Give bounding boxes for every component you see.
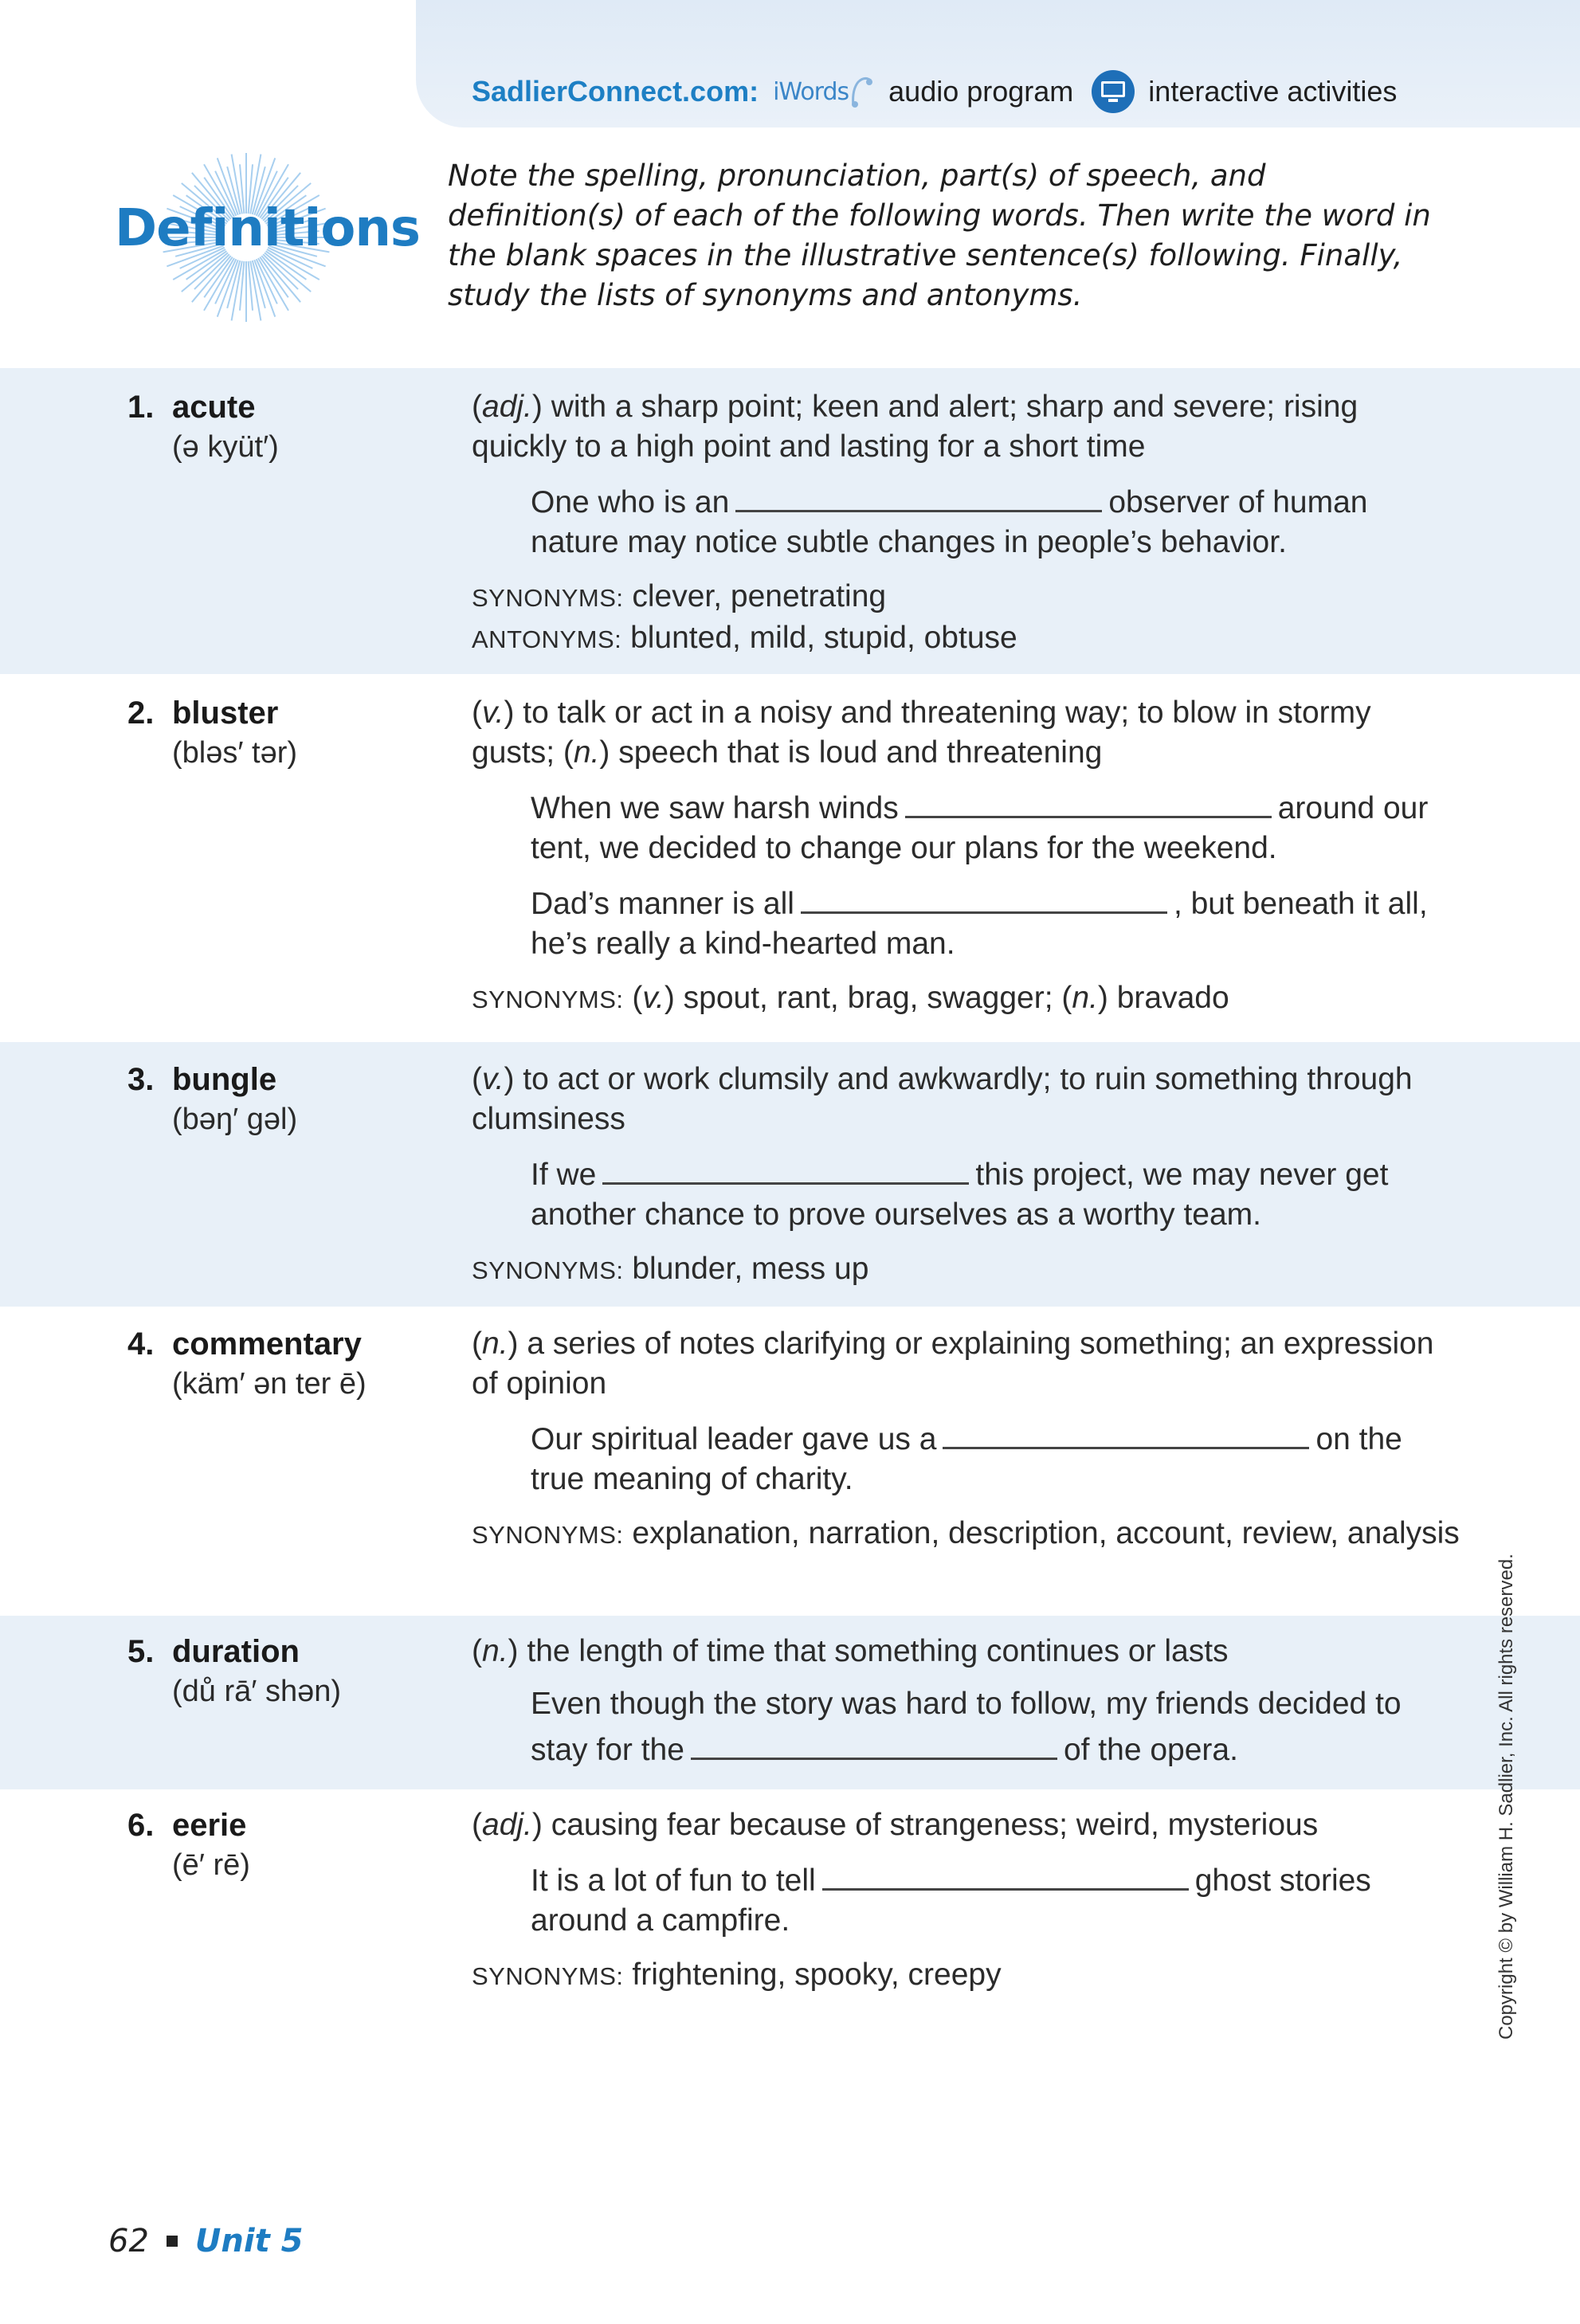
- illustrative-sentence: [531, 1861, 1460, 1941]
- definitions-burst: [115, 150, 420, 325]
- entry-number: 3.: [127, 1062, 155, 1097]
- sentence-end: , but beneath it all, he’s really a kind-hearted man.: [531, 887, 1428, 961]
- part-of-speech: adj.: [482, 390, 532, 424]
- entry-word: [127, 387, 279, 427]
- definition-text: causing fear because of strangeness; weird, mysterious: [542, 1808, 1319, 1842]
- part-of-speech: n.: [573, 735, 600, 770]
- entry-head: [127, 1060, 297, 1139]
- sentence-end: on the true meaning of charity.: [531, 1422, 1402, 1496]
- entry-number: 6.: [127, 1808, 155, 1843]
- header-links: [472, 70, 1397, 113]
- antonyms-text: blunted, mild, stupid, obtuse: [621, 621, 1017, 655]
- audio-program-label[interactable]: audio program: [888, 75, 1074, 108]
- illustrative-sentence: [531, 1420, 1460, 1499]
- page-number: 62: [108, 2223, 149, 2259]
- site-link[interactable]: SadlierConnect.com:: [472, 75, 759, 108]
- synonyms-text: frightening, spooky, creepy: [623, 1958, 1002, 1992]
- definition-text: ) speech that is loud and threatening: [599, 735, 1103, 770]
- entry-word-text: duration: [172, 1634, 300, 1669]
- entry-word: [127, 1324, 367, 1364]
- part-of-speech: n.: [482, 1634, 508, 1668]
- entry-word-text: acute: [172, 390, 256, 425]
- illustrative-sentence: [531, 789, 1460, 868]
- sentence-start: If we: [531, 1158, 597, 1192]
- entry-head: [127, 1805, 250, 1885]
- sentence-end: of the opera.: [1063, 1733, 1238, 1767]
- synonyms-label: SYNONYMS:: [472, 1256, 624, 1284]
- entry-number: 5.: [127, 1634, 155, 1669]
- entry-pronunciation: (bəŋ′ gəl): [172, 1103, 298, 1136]
- blank-line[interactable]: [801, 890, 1167, 914]
- illustrative-sentence: [531, 1681, 1460, 1773]
- unit-label: Unit 5: [194, 2223, 304, 2259]
- synonyms: [472, 1514, 1460, 1555]
- definition-text: a series of notes clarifying or explaining something; an expression of opinion: [472, 1327, 1434, 1401]
- entry-body: [472, 693, 1460, 1020]
- part-of-speech: v.: [482, 1062, 504, 1096]
- entry-word: [127, 1805, 250, 1845]
- page-footer: [108, 2223, 303, 2259]
- entry-number: 4.: [127, 1327, 155, 1362]
- definition-text: to talk or act in a noisy and threatening way; to blow in stormy gusts; (: [472, 696, 1371, 770]
- illustrative-sentence: [531, 1155, 1460, 1235]
- monitor-icon[interactable]: [1091, 69, 1135, 114]
- iwords-logo[interactable]: [773, 74, 872, 109]
- definition: (adj.) causing fear because of strangeness; weird, mysterious: [472, 1808, 1319, 1842]
- entry-pronunciation: (dů rā′ shən): [172, 1675, 342, 1708]
- part-of-speech: n.: [482, 1327, 508, 1361]
- entry-acute: [0, 368, 1580, 674]
- blank-line[interactable]: [602, 1161, 969, 1185]
- section-title: Definitions: [115, 199, 420, 258]
- instructions: Note the spelling, pronunciation, part(s) of speech, and definition(s) of each of the following words. Then write the word in the blank spaces in the illustrative sentence(s) following. Finally, study the lists of synonyms and antonyms.: [448, 159, 1431, 312]
- synonyms: [472, 577, 1460, 618]
- antonyms-label: ANTONYMS:: [472, 625, 622, 653]
- blank-line[interactable]: [943, 1425, 1309, 1449]
- blank-line[interactable]: [735, 488, 1102, 512]
- synonyms-text: explanation, narration, description, account, review, analysis: [623, 1516, 1460, 1550]
- entry-word: [127, 693, 297, 733]
- sentence-start: It is a lot of fun to tell: [531, 1864, 816, 1898]
- synonyms: [472, 1955, 1460, 1997]
- synonyms-label: SYNONYMS:: [472, 1521, 624, 1549]
- synonyms: [472, 978, 1460, 1020]
- entry-head: [127, 693, 297, 773]
- sentence-end: this project, we may never get another chance to prove ourselves as a worthy team.: [531, 1158, 1389, 1232]
- entry-body: [472, 1060, 1460, 1291]
- entry-body: [472, 1805, 1460, 1997]
- definition: (v.) to act or work clumsily and awkwardly; to ruin something through clumsiness: [472, 1062, 1413, 1136]
- entry-word: [127, 1632, 341, 1671]
- entry-body: [472, 387, 1460, 660]
- entry-word-text: bluster: [172, 696, 279, 731]
- synonyms-text: blunder, mess up: [623, 1252, 869, 1286]
- entry-word-text: bungle: [172, 1062, 277, 1097]
- synonyms-text: ) bravado: [1097, 981, 1229, 1015]
- definition-text: the length of time that something continues or lasts: [518, 1634, 1229, 1668]
- entry-pronunciation: (ə kyüt′): [172, 430, 279, 464]
- part-of-speech: v.: [642, 981, 665, 1015]
- part-of-speech: adj.: [482, 1808, 532, 1842]
- sentence-start: Our spiritual leader gave us a: [531, 1422, 937, 1456]
- synonyms: [472, 1249, 1460, 1291]
- entry-body: [472, 1324, 1460, 1555]
- illustrative-sentence: [531, 483, 1460, 562]
- sentence-end: around our tent, we decided to change our plans for the weekend.: [531, 791, 1429, 865]
- part-of-speech: v.: [482, 696, 504, 730]
- definition-text: to act or work clumsily and awkwardly; to ruin something through clumsiness: [472, 1062, 1413, 1136]
- antonyms: [472, 618, 1460, 660]
- blank-line[interactable]: [822, 1867, 1189, 1891]
- sentence-start: One who is an: [531, 485, 730, 519]
- definition: (adj.) with a sharp point; keen and alert; sharp and severe; rising quickly to a high point and lasting for a short time: [472, 390, 1358, 464]
- blank-line[interactable]: [905, 794, 1272, 818]
- entry-body: [472, 1632, 1460, 1773]
- sentence-start: When we saw harsh winds: [531, 791, 899, 825]
- entry-eerie: [0, 1789, 1580, 2012]
- copyright-notice: Copyright © by William H. Sadlier, Inc. All rights reserved.: [1496, 1554, 1517, 2040]
- entry-pronunciation: (ē′ rē): [172, 1848, 250, 1882]
- entry-head: [127, 387, 279, 467]
- entry-duration: [0, 1616, 1580, 1789]
- headphones-icon: [850, 74, 872, 109]
- entry-word: [127, 1060, 297, 1099]
- entry-word-text: eerie: [172, 1808, 247, 1843]
- entry-pronunciation: (bləs′ tər): [172, 736, 298, 770]
- entry-number: 2.: [127, 696, 155, 731]
- sentence-end: ghost stories around a campfire.: [531, 1864, 1371, 1938]
- interactive-activities-label[interactable]: interactive activities: [1148, 75, 1398, 108]
- definition: (n.) a series of notes clarifying or explaining something; an expression of opinion: [472, 1327, 1434, 1401]
- entry-commentary: [0, 1307, 1580, 1616]
- entry-pronunciation: (käm′ ən ter ē): [172, 1367, 367, 1401]
- entry-bluster: [0, 674, 1580, 1042]
- sentence-end: observer of human nature may notice subtle changes in people’s behavior.: [531, 485, 1368, 559]
- synonyms-text: (: [623, 981, 643, 1015]
- synonyms-label: SYNONYMS:: [472, 986, 624, 1013]
- synonyms-text: clever, penetrating: [623, 579, 887, 613]
- entry-number: 1.: [127, 390, 155, 425]
- synonyms-text: ) spout, rant, brag, swagger; (: [664, 981, 1072, 1015]
- entry-word-text: commentary: [172, 1327, 362, 1362]
- part-of-speech: n.: [1072, 981, 1098, 1015]
- definition: (n.) the length of time that something continues or lasts: [472, 1634, 1229, 1668]
- sentence-start: Dad’s manner is all: [531, 887, 794, 921]
- definition: (v.) to talk or act in a noisy and threatening way; to blow in stormy gusts; (n.) speech that is loud and threatening: [472, 696, 1371, 770]
- synonyms-label: SYNONYMS:: [472, 1962, 624, 1990]
- synonyms-label: SYNONYMS:: [472, 584, 624, 612]
- iwords-logo-text: iWords: [773, 77, 849, 106]
- definition-text: with a sharp point; keen and alert; sharp and severe; rising quickly to a high point and lasting for a short time: [472, 390, 1358, 464]
- illustrative-sentence: [531, 884, 1460, 964]
- blank-line[interactable]: [691, 1736, 1057, 1760]
- bullet-separator: [167, 2236, 178, 2247]
- sentence-start: Even though the story was hard to follow, my friends decided to stay for the: [531, 1687, 1402, 1767]
- entry-head: [127, 1324, 367, 1404]
- entry-bungle: [0, 1042, 1580, 1307]
- entry-head: [127, 1632, 341, 1711]
